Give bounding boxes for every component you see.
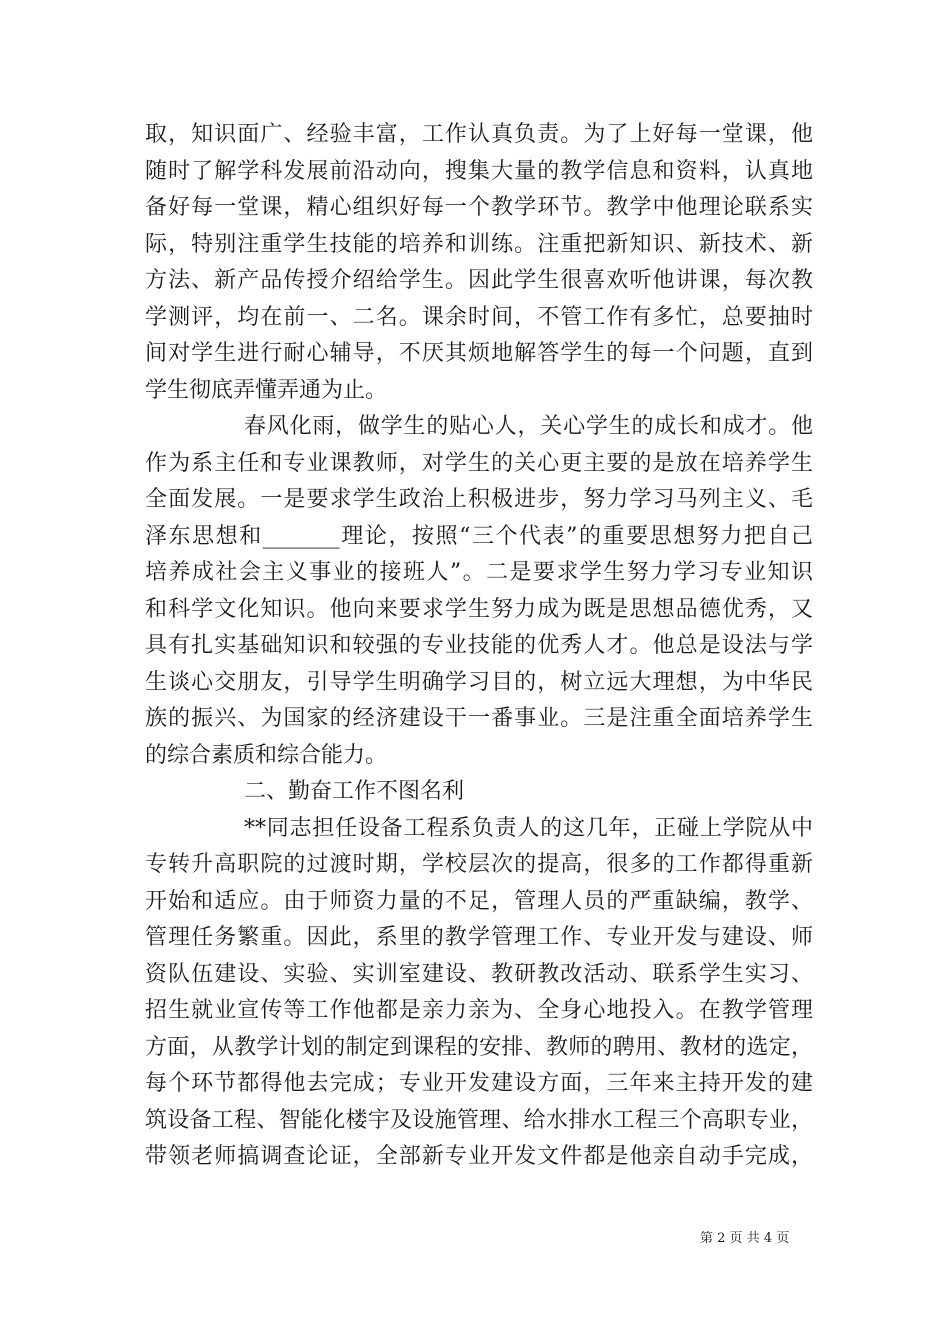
text-line: 管理任务繁重。因此，系里的教学管理工作、专业开发与建设、师 (145, 925, 813, 950)
text-line: 具有扎实基础知识和较强的专业技能的优秀人才。他总是设法与学 (145, 633, 813, 658)
paragraph-2 (145, 409, 813, 774)
text-line: 族的振兴、为国家的经济建设干一番事业。三是注重全面培养学生 (145, 706, 813, 731)
document-body (145, 117, 813, 1176)
text-line: 资队伍建设、实验、实训室建设、教研教改活动、联系学生实习、 (145, 961, 813, 987)
text-line: 方面，从教学计划的制定到课程的安排、教师的聘用、教材的选定， (145, 1034, 813, 1060)
text-line: 专转升高职院的过渡时期，学校层次的提高，很多的工作都得重新 (145, 852, 813, 877)
paragraph-1 (145, 117, 813, 409)
text-line: 春风化雨，做学生的贴心人，关心学生的成长和成才。他 (244, 414, 813, 439)
text-line: 招生就业宣传等工作他都是亲力亲为、全身心地投入。在教学管理 (145, 998, 813, 1023)
paragraph-3 (145, 811, 813, 1176)
text-line: 学测评，均在前一、二名。课余时间，不管工作有多忙，总要抽时 (145, 304, 813, 330)
text-line: 每个环节都得他去完成；专业开发建设方面，三年来主持开发的建 (145, 1071, 813, 1096)
text-line: 随时了解学科发展前沿动向，搜集大量的教学信息和资料，认真地 (145, 158, 813, 184)
text-line: 学生彻底弄懂弄通为止。 (145, 377, 388, 403)
text-line: 开始和适应。由于师资力量的不足，管理人员的严重缺编，教学、 (145, 888, 813, 914)
text-line: 间对学生进行耐心辅导，不厌其烦地解答学生的每一个问题，直到 (145, 341, 813, 366)
text-line: 的综合素质和综合能力。 (145, 742, 388, 768)
page-number: 第 2 页 共 4 页 (700, 1231, 790, 1246)
text-line: 带领老师搞调查论证，全部新专业开发文件都是他亲自动手完成， (145, 1144, 813, 1169)
text-line: **同志担任设备工程系负责人的这几年，正碰上学院从中 (244, 815, 813, 841)
text-line: 际，特别注重学生技能的培养和训练。注重把新知识、新技术、新 (145, 231, 813, 257)
text-line: 泽东思想和_______理论，按照“三个代表”的重要思想努力把自己 (145, 523, 813, 549)
section-heading: 二、勤奋工作不图名利 (244, 779, 465, 804)
text-line: 备好每一堂课，精心组织好每一个教学环节。教学中他理论联系实 (145, 195, 813, 220)
text-line: 作为系主任和专业课教师，对学生的关心更主要的是放在培养学生 (145, 450, 813, 476)
text-line: 全面发展。一是要求学生政治上积极进步，努力学习马列主义、毛 (145, 487, 813, 512)
text-line: 筑设备工程、智能化楼宇及设施管理、给水排水工程三个高职专业， (145, 1107, 813, 1133)
text-line: 培养成社会主义事业的接班人”。二是要求学生努力学习专业知识 (145, 560, 813, 585)
text-line: 和科学文化知识。他向来要求学生努力成为既是思想品德优秀，又 (145, 596, 813, 622)
text-line: 取，知识面广、经验丰富，工作认真负责。为了上好每一堂课，他 (145, 122, 813, 147)
text-line: 生谈心交朋友，引导学生明确学习目的，树立远大理想，为中华民 (145, 669, 813, 695)
text-line: 方法、新产品传授介绍给学生。因此学生很喜欢听他讲课，每次教 (145, 268, 813, 293)
